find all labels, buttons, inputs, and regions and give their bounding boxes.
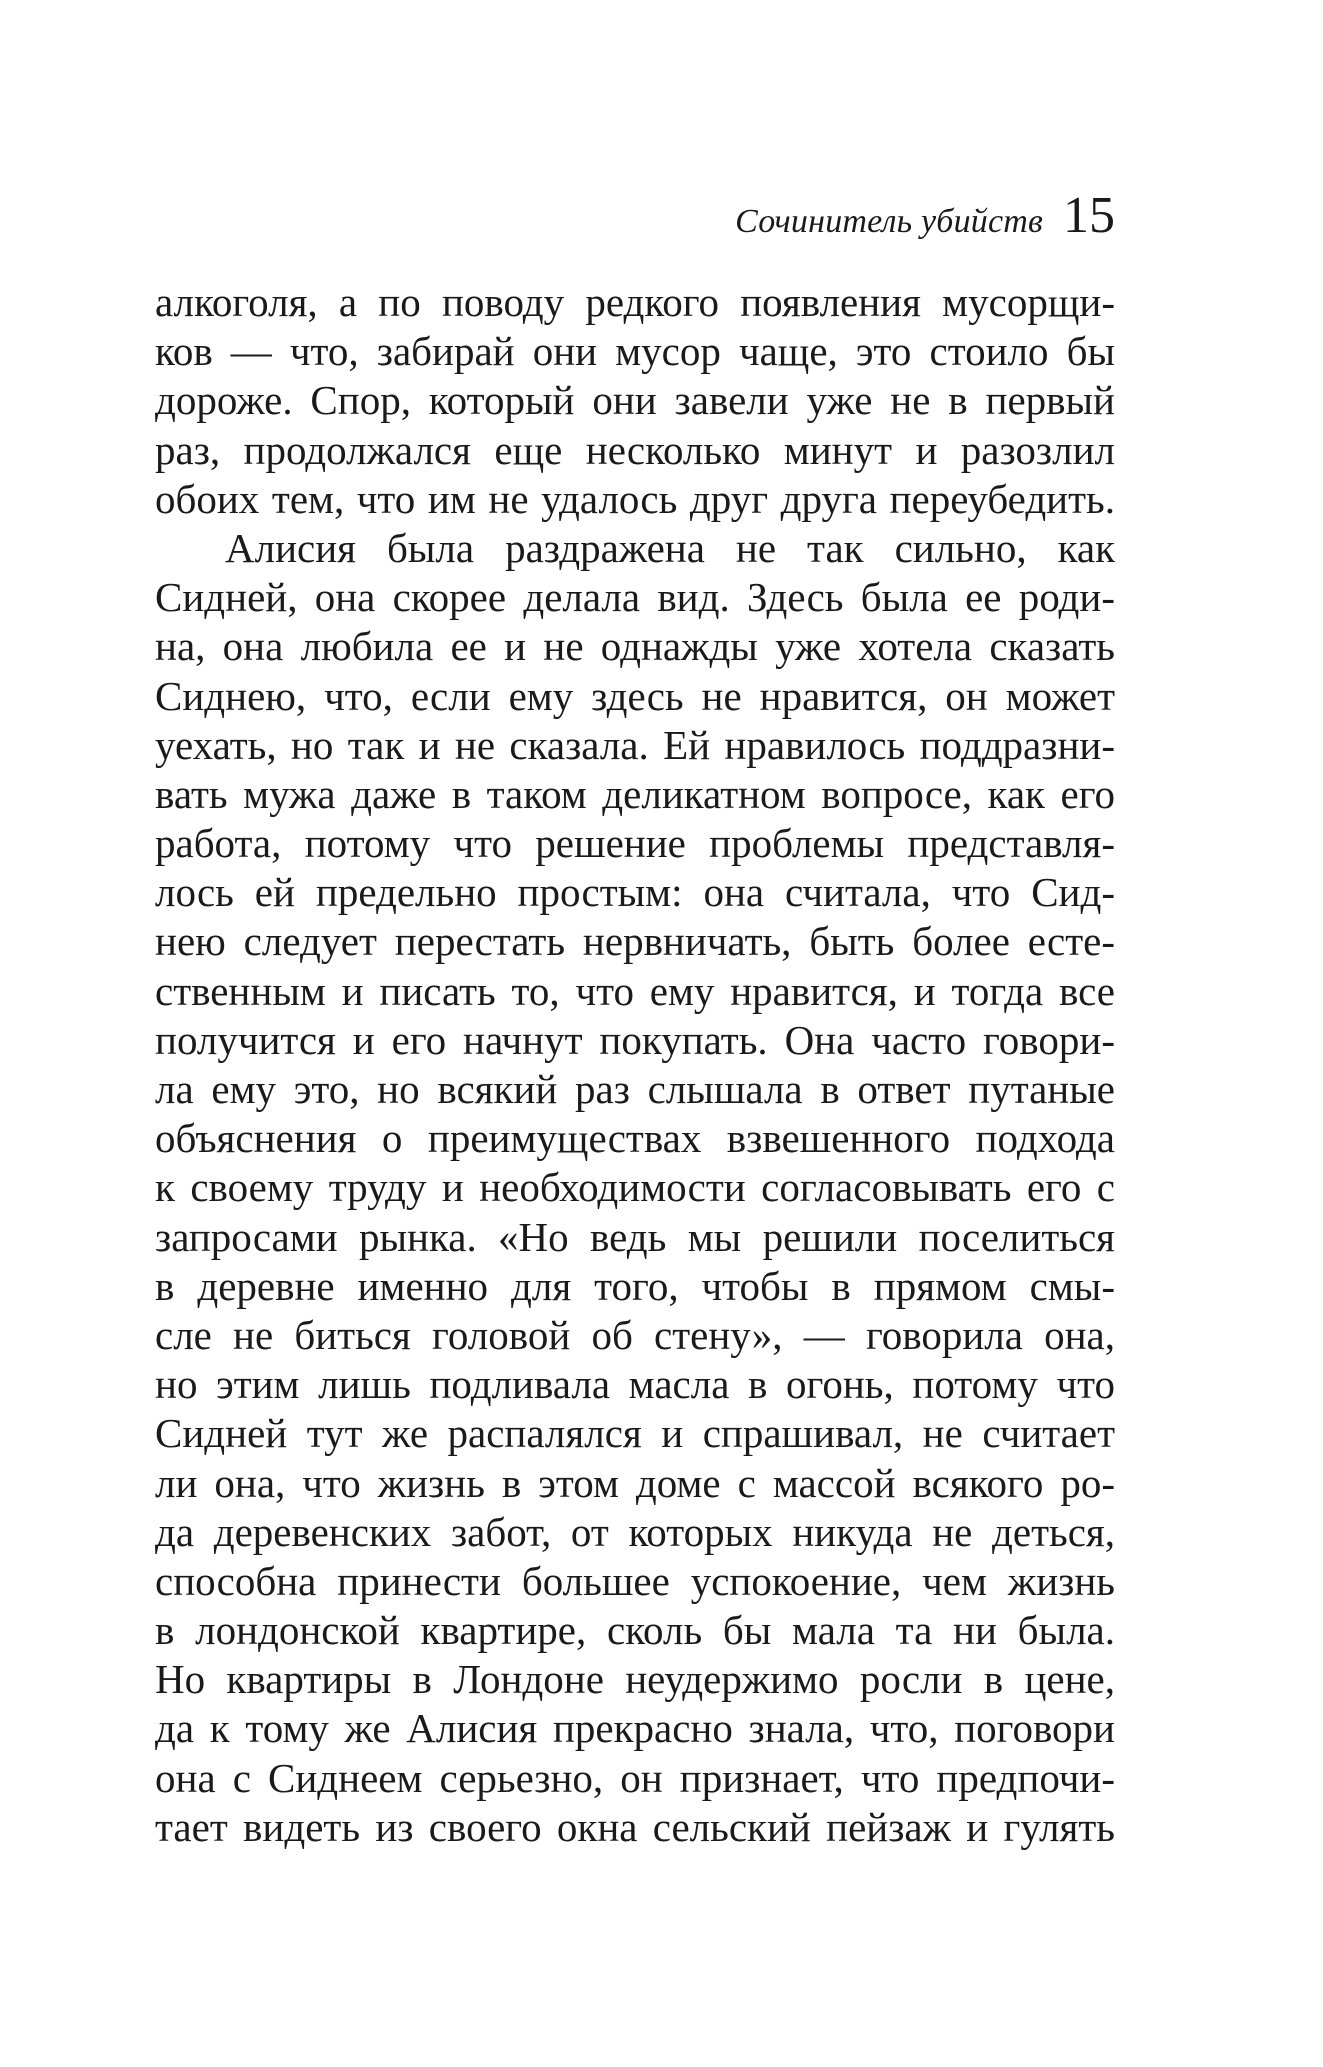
text-line: тает видеть из своего окна сельский пейзаж и гулять (155, 1803, 1115, 1850)
text-line: способна принести большее успокоение, чем жизнь (155, 1557, 1115, 1604)
text-line: получится и его начнут покупать. Она часто говори- (155, 1016, 1115, 1063)
text-line: в деревне именно для того, чтобы в прямом смы- (155, 1262, 1115, 1309)
text-line: ков — что, забирай они мусор чаще, это стоило бы (155, 328, 1115, 375)
text-line: алкоголя, а по поводу редкого появления мусорщи- (155, 279, 1115, 325)
paragraph (155, 524, 1115, 1852)
text-line: она с Сиднеем серьезно, он признает, что предпочи- (155, 1754, 1115, 1801)
body-text (155, 278, 1115, 1852)
text-line: объяснения о преимуществах взвешенного подхода (155, 1115, 1115, 1162)
text-line: вать мужа даже в таком деликатном вопросе, как его (155, 770, 1115, 817)
paragraph (155, 278, 1115, 524)
text-line: на, она любила ее и не однажды уже хотела сказать (155, 623, 1115, 670)
text-line: но этим лишь подливала масла в огонь, потому что (155, 1361, 1115, 1408)
text-line: Сидней, она скорее делала вид. Здесь была ее роди- (155, 574, 1115, 621)
text-line: сле не биться головой об стену», — говорила она, (155, 1311, 1115, 1358)
text-line: ственным и писать то, что ему нравится, и тогда все (155, 967, 1115, 1014)
text-line: к своему труду и необходимости согласовывать его с (155, 1164, 1115, 1211)
text-line: в лондонской квартире, сколь бы мала та ни была. (155, 1607, 1115, 1654)
text-line: обоих тем, что им не удалось друг друга переубедить. (155, 475, 1115, 522)
text-line: запросами рынка. «Но ведь мы решили поселиться (155, 1213, 1115, 1260)
text-line: Сиднею, что, если ему здесь не нравится, он может (155, 672, 1115, 719)
text-line: ли она, что жизнь в этом доме с массой всякого ро- (155, 1459, 1115, 1506)
text-line: лось ей предельно простым: она считала, что Сид- (155, 869, 1115, 916)
text-line: дороже. Спор, который они завели уже не в первый (155, 377, 1115, 424)
text-line: раз, продолжался еще несколько минут и разозлил (155, 426, 1115, 473)
running-head-title: Сочинитель убийств (735, 203, 1043, 240)
text-line: Сидней тут же распалялся и спрашивал, не считает (155, 1410, 1115, 1457)
page-number: 15 (1063, 187, 1115, 244)
text-line: нею следует перестать нервничать, быть более есте- (155, 918, 1115, 965)
text-line: да деревенских забот, от которых никуда не деться, (155, 1508, 1115, 1555)
running-head (155, 186, 1115, 246)
text-line: ла ему это, но всякий раз слышала в ответ путаные (155, 1066, 1115, 1112)
text-line: работа, потому что решение проблемы представля- (155, 820, 1115, 867)
text-line: Но квартиры в Лондоне неудержимо росли в цене, (155, 1656, 1115, 1703)
text-line: да к тому же Алисия прекрасно знала, что, поговори (155, 1705, 1115, 1752)
text-line: уехать, но так и не сказала. Ей нравилось поддразни- (155, 721, 1115, 768)
text-line: Алисия была раздражена не так сильно, как (225, 524, 1115, 571)
